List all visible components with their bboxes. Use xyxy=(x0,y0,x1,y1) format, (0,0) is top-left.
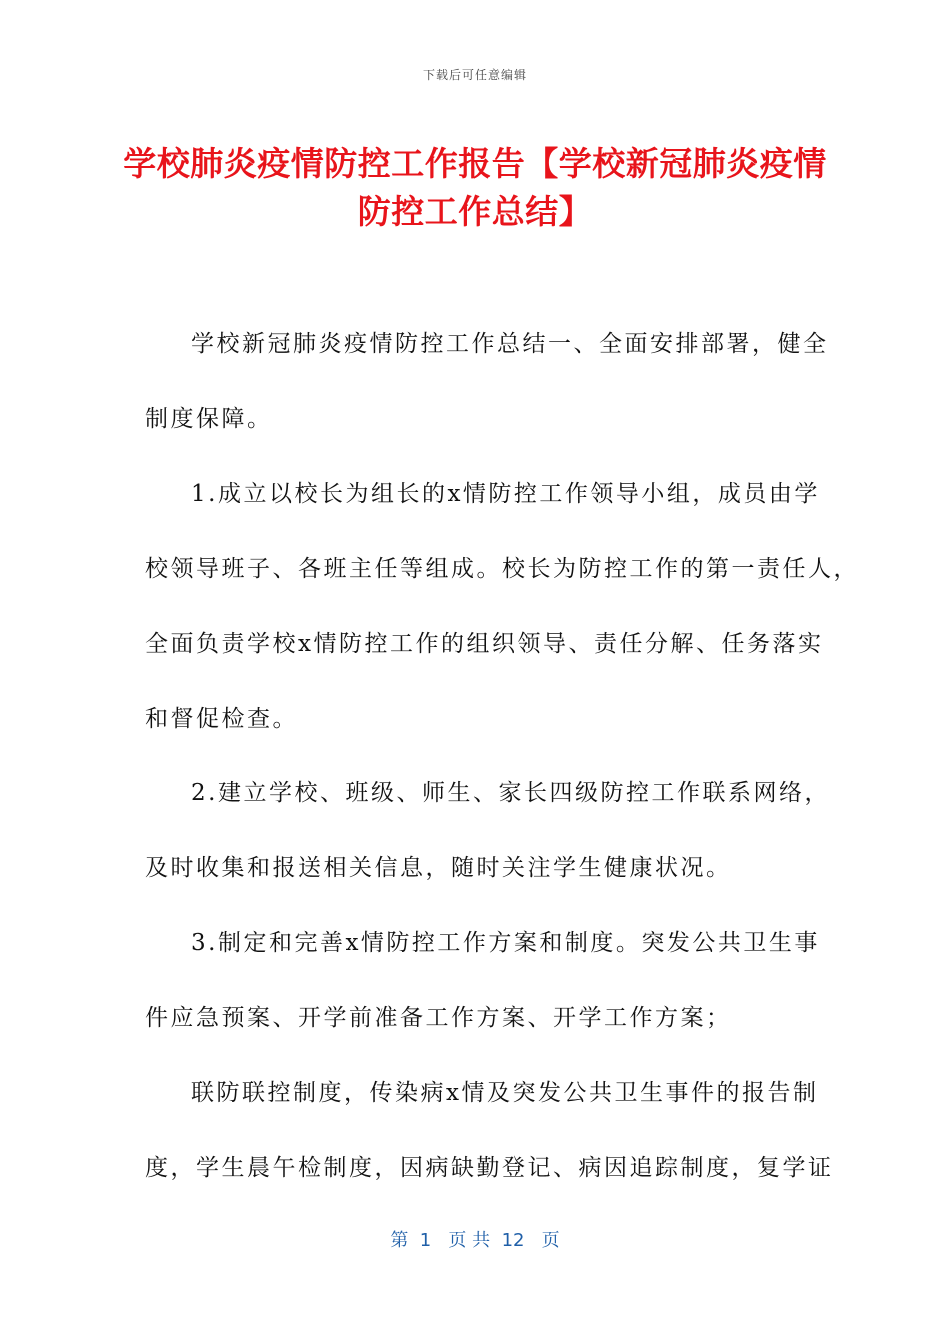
paragraph-line: 及时收集和报送相关信息，随时关注学生健康状况。 xyxy=(145,855,732,881)
header-note: 下载后可任意编辑 xyxy=(422,68,527,82)
paragraph-line: 和督促检查。 xyxy=(145,706,298,732)
paragraph-line: 3.制定和完善x情防控工作方案和制度。突发公共卫生事 xyxy=(191,930,820,956)
paragraph-line: 1.成立以校长为组长的x情防控工作领导小组，成员由学 xyxy=(191,481,820,507)
paragraph-line: 校领导班子、各班主任等组成。校长为防控工作的第一责任人， xyxy=(145,556,859,582)
paragraph-line: 度，学生晨午检制度，因病缺勤登记、病因追踪制度，复学证 xyxy=(145,1155,834,1181)
paragraph-line: 制度保障。 xyxy=(145,406,273,432)
paragraph-line: 件应急预案、开学前准备工作方案、开学工作方案； xyxy=(145,1005,732,1031)
page-number: 第 1 页 共 12 页 xyxy=(390,1230,560,1251)
document-title: 学校肺炎疫情防控工作报告【学校新冠肺炎疫情防控工作总结】 xyxy=(123,144,827,231)
paragraph-line: 学校新冠肺炎疫情防控工作总结一、全面安排部署，健全 xyxy=(191,331,829,357)
paragraph-line: 联防联控制度，传染病x情及突发公共卫生事件的报告制 xyxy=(191,1080,819,1106)
paragraph-line: 2.建立学校、班级、师生、家长四级防控工作联系网络， xyxy=(191,780,830,806)
paragraph-line: 全面负责学校x情防控工作的组织领导、责任分解、任务落实 xyxy=(145,631,824,657)
